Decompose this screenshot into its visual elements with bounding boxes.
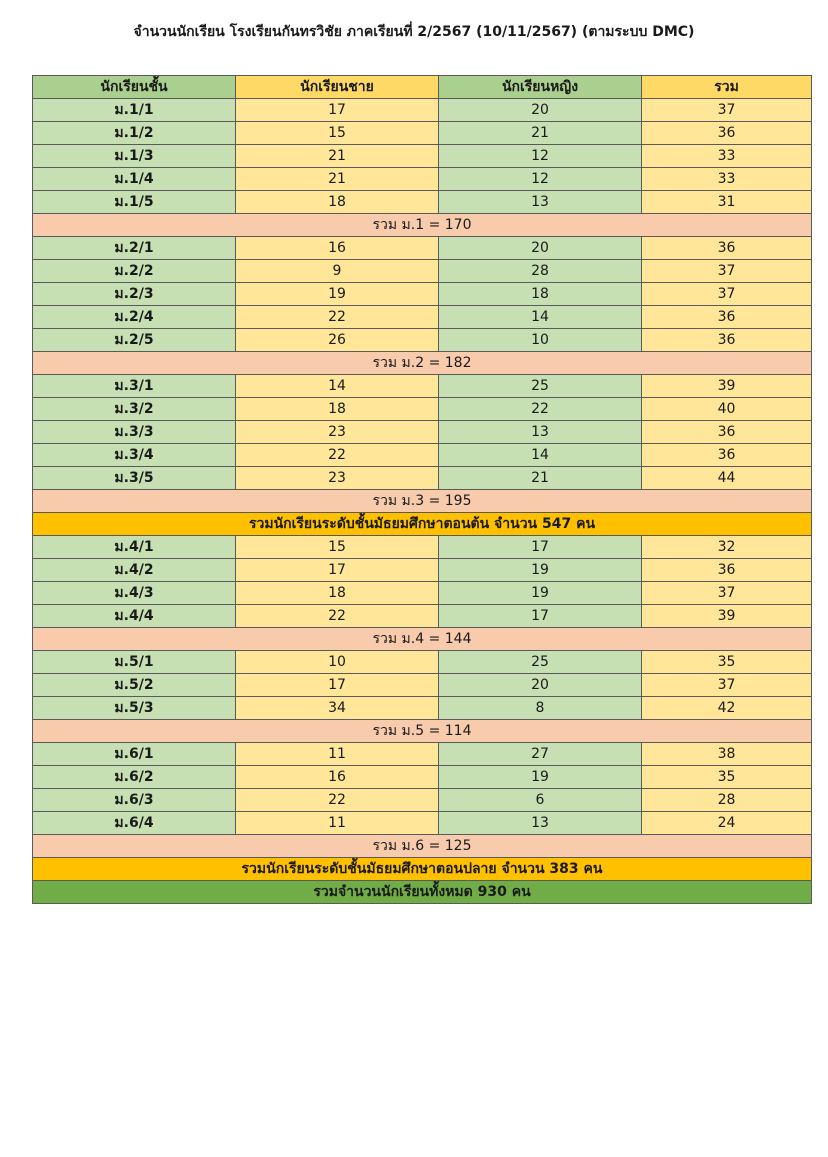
total-cell: 44	[642, 467, 812, 490]
subtotal-row	[33, 214, 812, 237]
class-cell: ม.5/2	[33, 674, 236, 697]
subtotal-cell: รวม ม.1 = 170	[33, 214, 812, 237]
class-cell: ม.1/4	[33, 168, 236, 191]
male-cell: 17	[236, 559, 439, 582]
class-cell: ม.1/1	[33, 99, 236, 122]
subtotal-cell: รวม ม.3 = 195	[33, 490, 812, 513]
total-cell: 36	[642, 444, 812, 467]
female-cell: 6	[439, 789, 642, 812]
male-cell: 18	[236, 191, 439, 214]
table-row	[33, 375, 812, 398]
table-row	[33, 306, 812, 329]
female-cell: 20	[439, 237, 642, 260]
class-cell: ม.2/1	[33, 237, 236, 260]
class-cell: ม.6/3	[33, 789, 236, 812]
class-cell: ม.4/3	[33, 582, 236, 605]
class-cell: ม.2/3	[33, 283, 236, 306]
male-cell: 16	[236, 237, 439, 260]
class-cell: ม.1/5	[33, 191, 236, 214]
table-row	[33, 168, 812, 191]
total-cell: 36	[642, 306, 812, 329]
grand-total-row	[33, 881, 812, 904]
section-total-row	[33, 858, 812, 881]
total-cell: 36	[642, 122, 812, 145]
total-cell: 35	[642, 651, 812, 674]
header-total: รวม	[642, 76, 812, 99]
table-row	[33, 674, 812, 697]
male-cell: 21	[236, 145, 439, 168]
class-cell: ม.3/1	[33, 375, 236, 398]
table-row	[33, 467, 812, 490]
total-cell: 32	[642, 536, 812, 559]
student-count-table	[32, 75, 812, 904]
female-cell: 13	[439, 421, 642, 444]
table-body	[33, 99, 812, 904]
table-row	[33, 283, 812, 306]
table-row	[33, 444, 812, 467]
total-cell: 37	[642, 283, 812, 306]
grand-total-cell: รวมจำนวนนักเรียนทั้งหมด 930 คน	[33, 881, 812, 904]
female-cell: 19	[439, 766, 642, 789]
male-cell: 23	[236, 467, 439, 490]
female-cell: 20	[439, 674, 642, 697]
male-cell: 22	[236, 306, 439, 329]
female-cell: 17	[439, 605, 642, 628]
total-cell: 38	[642, 743, 812, 766]
class-cell: ม.4/1	[33, 536, 236, 559]
female-cell: 19	[439, 559, 642, 582]
class-cell: ม.2/5	[33, 329, 236, 352]
class-cell: ม.5/1	[33, 651, 236, 674]
section-total-cell: รวมนักเรียนระดับชั้นมัธยมศึกษาตอนปลาย จำนวน 383 คน	[33, 858, 812, 881]
male-cell: 23	[236, 421, 439, 444]
header-class: นักเรียนชั้น	[33, 76, 236, 99]
class-cell: ม.1/2	[33, 122, 236, 145]
class-cell: ม.4/2	[33, 559, 236, 582]
table-row	[33, 789, 812, 812]
male-cell: 10	[236, 651, 439, 674]
class-cell: ม.2/4	[33, 306, 236, 329]
female-cell: 8	[439, 697, 642, 720]
subtotal-cell: รวม ม.4 = 144	[33, 628, 812, 651]
total-cell: 37	[642, 260, 812, 283]
page-title: จำนวนนักเรียน โรงเรียนกันทรวิชัย ภาคเรียนที่ 2/2567 (10/11/2567) (ตามระบบ DMC)	[133, 24, 695, 40]
total-cell: 24	[642, 812, 812, 835]
total-cell: 36	[642, 237, 812, 260]
male-cell: 11	[236, 743, 439, 766]
female-cell: 20	[439, 99, 642, 122]
total-cell: 37	[642, 582, 812, 605]
table-row	[33, 743, 812, 766]
female-cell: 22	[439, 398, 642, 421]
male-cell: 14	[236, 375, 439, 398]
class-cell: ม.6/1	[33, 743, 236, 766]
male-cell: 22	[236, 605, 439, 628]
subtotal-row	[33, 628, 812, 651]
female-cell: 18	[439, 283, 642, 306]
class-cell: ม.5/3	[33, 697, 236, 720]
female-cell: 14	[439, 444, 642, 467]
table-row	[33, 697, 812, 720]
class-cell: ม.3/4	[33, 444, 236, 467]
male-cell: 15	[236, 536, 439, 559]
total-cell: 39	[642, 375, 812, 398]
female-cell: 28	[439, 260, 642, 283]
total-cell: 40	[642, 398, 812, 421]
male-cell: 19	[236, 283, 439, 306]
male-cell: 17	[236, 674, 439, 697]
female-cell: 25	[439, 375, 642, 398]
class-cell: ม.3/3	[33, 421, 236, 444]
header-female: นักเรียนหญิง	[439, 76, 642, 99]
male-cell: 18	[236, 398, 439, 421]
total-cell: 36	[642, 559, 812, 582]
male-cell: 21	[236, 168, 439, 191]
subtotal-cell: รวม ม.2 = 182	[33, 352, 812, 375]
section-total-row	[33, 513, 812, 536]
class-cell: ม.6/4	[33, 812, 236, 835]
subtotal-cell: รวม ม.6 = 125	[33, 835, 812, 858]
female-cell: 13	[439, 191, 642, 214]
female-cell: 19	[439, 582, 642, 605]
table-row	[33, 421, 812, 444]
subtotal-row	[33, 835, 812, 858]
header-male: นักเรียนชาย	[236, 76, 439, 99]
subtotal-row	[33, 720, 812, 743]
table-row	[33, 398, 812, 421]
table-row	[33, 651, 812, 674]
class-cell: ม.1/3	[33, 145, 236, 168]
female-cell: 12	[439, 168, 642, 191]
table-row	[33, 812, 812, 835]
male-cell: 17	[236, 99, 439, 122]
total-cell: 36	[642, 329, 812, 352]
total-cell: 33	[642, 145, 812, 168]
class-cell: ม.3/2	[33, 398, 236, 421]
total-cell: 39	[642, 605, 812, 628]
male-cell: 26	[236, 329, 439, 352]
table-row	[33, 536, 812, 559]
class-cell: ม.6/2	[33, 766, 236, 789]
female-cell: 14	[439, 306, 642, 329]
table-row	[33, 145, 812, 168]
total-cell: 37	[642, 674, 812, 697]
total-cell: 37	[642, 99, 812, 122]
male-cell: 15	[236, 122, 439, 145]
total-cell: 42	[642, 697, 812, 720]
total-cell: 31	[642, 191, 812, 214]
female-cell: 27	[439, 743, 642, 766]
male-cell: 34	[236, 697, 439, 720]
total-cell: 33	[642, 168, 812, 191]
table-row	[33, 191, 812, 214]
total-cell: 35	[642, 766, 812, 789]
header-row	[33, 76, 812, 99]
total-cell: 28	[642, 789, 812, 812]
male-cell: 11	[236, 812, 439, 835]
table-row	[33, 605, 812, 628]
table-row	[33, 329, 812, 352]
class-cell: ม.2/2	[33, 260, 236, 283]
section-total-cell: รวมนักเรียนระดับชั้นมัธยมศึกษาตอนต้น จำนวน 547 คน	[33, 513, 812, 536]
subtotal-row	[33, 490, 812, 513]
female-cell: 25	[439, 651, 642, 674]
table-row	[33, 582, 812, 605]
female-cell: 12	[439, 145, 642, 168]
table-row	[33, 122, 812, 145]
male-cell: 22	[236, 444, 439, 467]
female-cell: 21	[439, 467, 642, 490]
female-cell: 21	[439, 122, 642, 145]
class-cell: ม.3/5	[33, 467, 236, 490]
total-cell: 36	[642, 421, 812, 444]
female-cell: 10	[439, 329, 642, 352]
table-row	[33, 99, 812, 122]
table-row	[33, 559, 812, 582]
male-cell: 22	[236, 789, 439, 812]
male-cell: 16	[236, 766, 439, 789]
table-row	[33, 237, 812, 260]
class-cell: ม.4/4	[33, 605, 236, 628]
female-cell: 17	[439, 536, 642, 559]
male-cell: 9	[236, 260, 439, 283]
table-row	[33, 766, 812, 789]
female-cell: 13	[439, 812, 642, 835]
subtotal-cell: รวม ม.5 = 114	[33, 720, 812, 743]
table-row	[33, 260, 812, 283]
subtotal-row	[33, 352, 812, 375]
male-cell: 18	[236, 582, 439, 605]
